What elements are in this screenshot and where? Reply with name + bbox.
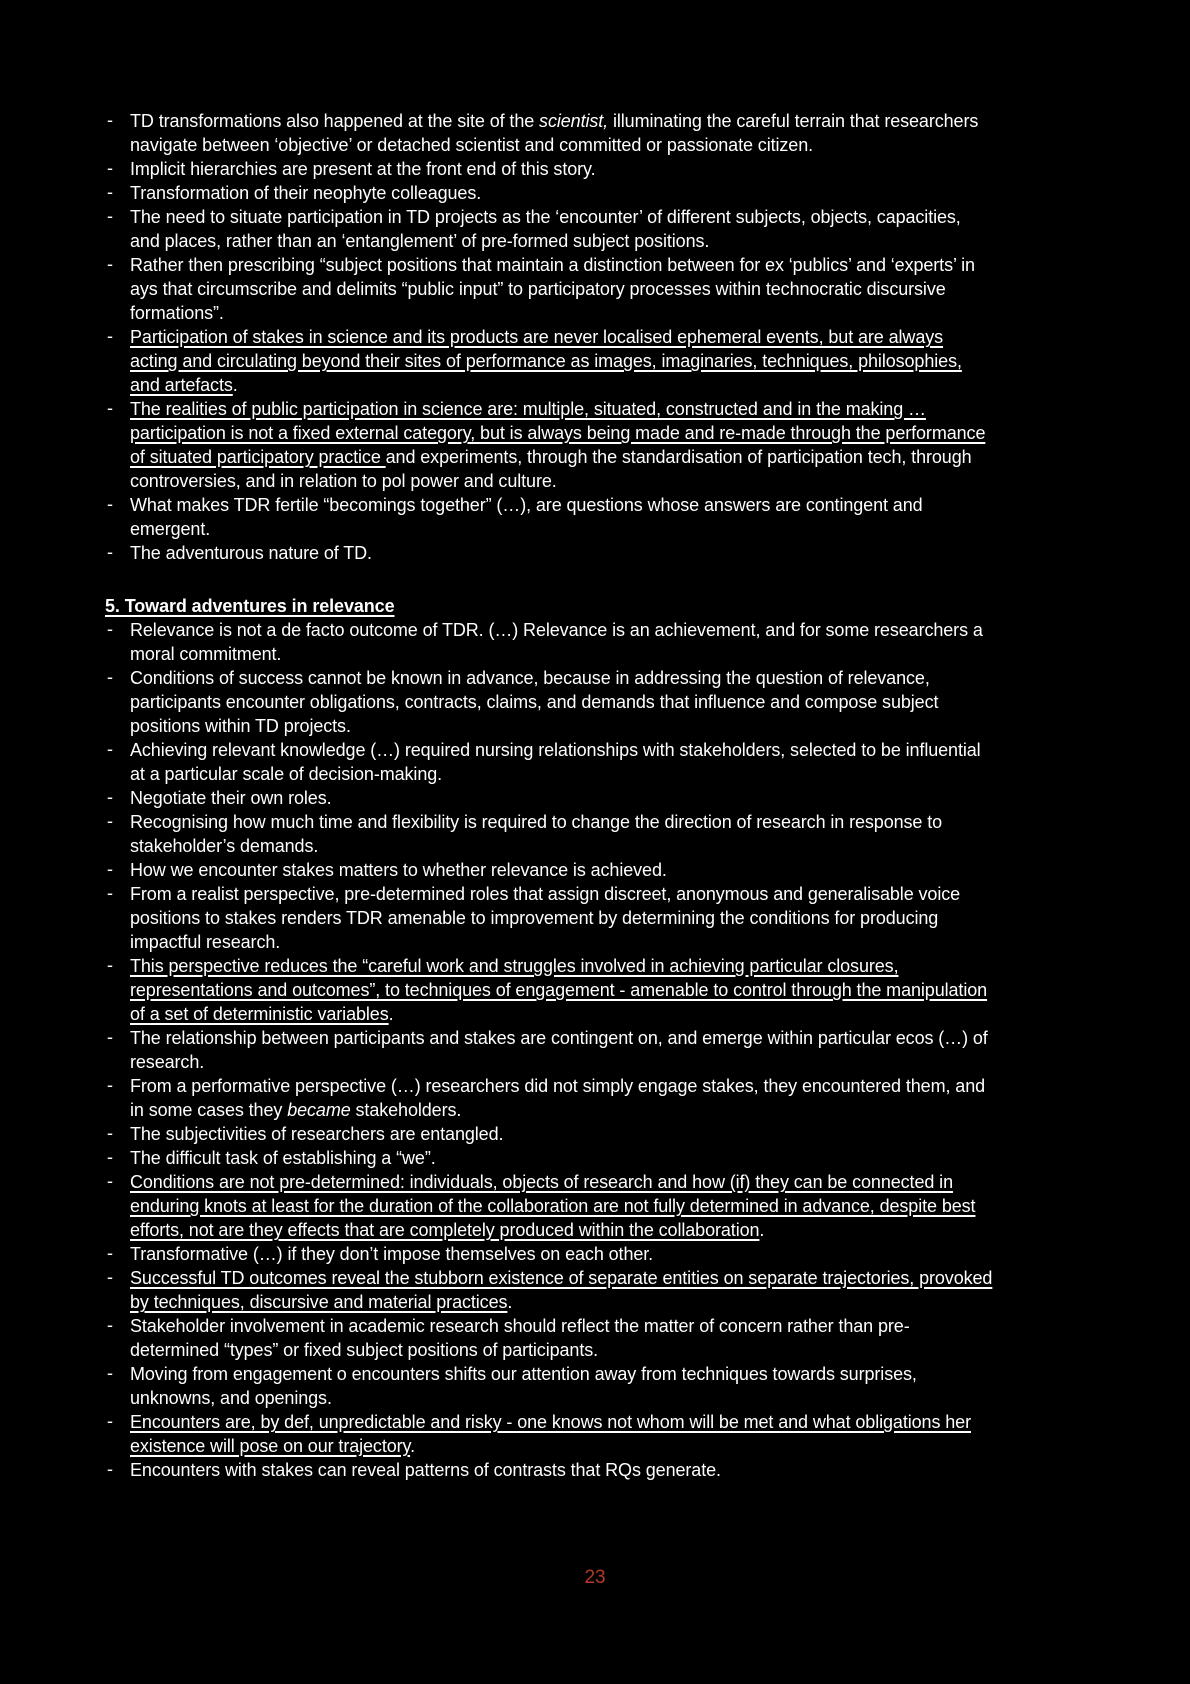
bullet-item xyxy=(105,109,993,157)
bullet-item xyxy=(105,541,993,565)
bullet-dash-icon: - xyxy=(107,182,113,202)
bullet-list-relevance xyxy=(105,618,993,1482)
section-heading: 5. Toward adventures in relevance xyxy=(105,596,395,616)
bullet-text-segment: Participation of stakes in science and its products are never localised ephemeral events, but are always acting and circulating beyond their sites of performance as images, imaginaries, techniques, philosophies, and artefacts xyxy=(130,327,962,395)
note-content xyxy=(105,109,993,1482)
bullet-text-segment: Encounters with stakes can reveal patterns of contrasts that RQs generate. xyxy=(130,1460,721,1480)
bullet-dash-icon: - xyxy=(107,1123,113,1143)
bullet-text-segment: Implicit hierarchies are present at the front end of this story. xyxy=(130,159,596,179)
bullet-item xyxy=(105,325,993,397)
bullet-text-segment: The difficult task of establishing a “we”. xyxy=(130,1148,436,1168)
bullet-dash-icon: - xyxy=(107,1363,113,1383)
bullet-text-segment: The adventurous nature of TD. xyxy=(130,543,372,563)
bullet-item xyxy=(105,882,993,954)
bullet-item xyxy=(105,810,993,858)
bullet-text-segment: What makes TDR fertile “becomings together” (…), are questions whose answers are contingent and emergent. xyxy=(130,495,923,539)
bullet-dash-icon: - xyxy=(107,1411,113,1431)
bullet-text-segment: Achieving relevant knowledge (…) required nursing relationships with stakeholders, selected to be influential at a particular scale of decision-making. xyxy=(130,740,981,784)
bullet-dash-icon: - xyxy=(107,667,113,687)
bullet-dash-icon: - xyxy=(107,859,113,879)
bullet-item xyxy=(105,738,993,786)
bullet-text-segment: Successful TD outcomes reveal the stubborn existence of separate entities on separate trajectories, provoked by techniques, discursive and material practices xyxy=(130,1268,993,1312)
page-number: 23 xyxy=(584,1567,606,1588)
bullet-text-segment: Moving from engagement o encounters shifts our attention away from techniques towards surprises, unknowns, and openings. xyxy=(130,1364,917,1408)
bullet-text-segment: Negotiate their own roles. xyxy=(130,788,332,808)
bullet-dash-icon: - xyxy=(107,1075,113,1095)
bullet-item xyxy=(105,1314,993,1362)
bullet-item xyxy=(105,397,993,493)
bullet-dash-icon: - xyxy=(107,1315,113,1335)
bullet-dash-icon: - xyxy=(107,1267,113,1287)
bullet-item xyxy=(105,1170,993,1242)
bullet-text-segment: The realities of public participation in science are: multiple, situated, constructed and in the making … participation is not a fixed external category, but is always being made and re-made through the performance of situated participatory practice xyxy=(130,399,986,467)
bullet-text-segment: The relationship between participants and stakes are contingent on, and emerge within particular ecos (…) of research. xyxy=(130,1028,988,1072)
bullet-item xyxy=(105,1026,993,1074)
bullet-item xyxy=(105,1074,993,1122)
bullet-dash-icon: - xyxy=(107,110,113,130)
bullet-text-segment: . xyxy=(759,1220,765,1240)
bullet-text-segment: . xyxy=(388,1004,394,1024)
bullet-item xyxy=(105,1362,993,1410)
bullet-text-segment: Encounters are, by def, unpredictable and risky - one knows not whom will be met and what obligations her existence will pose on our trajectory xyxy=(130,1412,971,1456)
bullet-item xyxy=(105,157,993,181)
bullet-text-segment: stakeholders. xyxy=(350,1100,462,1120)
bullet-item xyxy=(105,666,993,738)
bullet-dash-icon: - xyxy=(107,1243,113,1263)
bullet-dash-icon: - xyxy=(107,1027,113,1047)
bullet-item xyxy=(105,618,993,666)
bullet-text-segment: Relevance is not a de facto outcome of TDR. (…) Relevance is an achievement, and for some researchers a moral commitment. xyxy=(130,620,983,664)
bullet-text-segment: Stakeholder involvement in academic research should reflect the matter of concern rather than pre-determined “types” or fixed subject positions of participants. xyxy=(130,1316,910,1360)
bullet-text-segment: . xyxy=(232,375,238,395)
bullet-text-segment: Transformation of their neophyte colleagues. xyxy=(130,183,482,203)
bullet-dash-icon: - xyxy=(107,326,113,346)
bullet-text-segment: TD transformations also happened at the site of the xyxy=(130,111,540,131)
bullet-text-segment: scientist, xyxy=(539,111,609,131)
bullet-item xyxy=(105,1146,993,1170)
bullet-item xyxy=(105,786,993,810)
bullet-dash-icon: - xyxy=(107,158,113,178)
bullet-dash-icon: - xyxy=(107,787,113,807)
bullet-text-segment: The need to situate participation in TD projects as the ‘encounter’ of different subjects, objects, capacities, and places, rather than an ‘entanglement’ of pre-formed subject positions. xyxy=(130,207,961,251)
bullet-dash-icon: - xyxy=(107,494,113,514)
bullet-item xyxy=(105,1122,993,1146)
bullet-item xyxy=(105,954,993,1026)
bullet-text-segment: illuminating the careful terrain that researchers navigate between ‘objective’ or detached scientist and committed or passionate citizen. xyxy=(130,111,979,155)
bullet-list-top xyxy=(105,109,993,565)
bullet-text-segment: From a performative perspective (…) researchers did not simply engage stakes, they encountered them, and in some cases they xyxy=(130,1076,986,1120)
bullet-text-segment: This perspective reduces the “careful work and struggles involved in achieving particular closures, representations and outcomes”, to techniques of engagement - amenable to control through the manipulation of a set of deterministic variables xyxy=(130,956,988,1024)
bullet-item xyxy=(105,205,993,253)
bullet-dash-icon: - xyxy=(107,739,113,759)
bullet-item xyxy=(105,493,993,541)
bullet-item xyxy=(105,1410,993,1458)
bullet-dash-icon: - xyxy=(107,206,113,226)
bullet-dash-icon: - xyxy=(107,811,113,831)
bullet-dash-icon: - xyxy=(107,1171,113,1191)
bullet-dash-icon: - xyxy=(107,883,113,903)
bullet-dash-icon: - xyxy=(107,254,113,274)
bullet-dash-icon: - xyxy=(107,619,113,639)
bullet-text-segment: and experiments, through the standardisation of participation tech, through controversies, and in relation to pol power and culture. xyxy=(130,447,972,491)
bullet-dash-icon: - xyxy=(107,398,113,418)
bullet-text-segment: Conditions are not pre-determined: individuals, objects of research and how (if) they can be connected in enduring knots at least for the duration of the collaboration are not fully determined in advance, despite best efforts, not are they effects that are completely produced within the collaboration xyxy=(130,1172,976,1240)
bullet-item xyxy=(105,1266,993,1314)
bullet-text-segment: Recognising how much time and flexibility is required to change the direction of research in response to stakeholder’s demands. xyxy=(130,812,943,856)
bullet-dash-icon: - xyxy=(107,542,113,562)
bullet-text-segment: Conditions of success cannot be known in advance, because in addressing the question of relevance, participants encounter obligations, contracts, claims, and demands that influence and compose subject positions within TD projects. xyxy=(130,668,939,736)
bullet-dash-icon: - xyxy=(107,1459,113,1479)
bullet-text-segment: . xyxy=(507,1292,513,1312)
bullet-text-segment: From a realist perspective, pre-determined roles that assign discreet, anonymous and generalisable voice positions to stakes renders TDR amenable to improvement by determining the conditions for producing impactful research. xyxy=(130,884,961,952)
bullet-text-segment: Rather then prescribing “subject positions that maintain a distinction between for ex ‘publics’ and ‘experts’ in ays that circumscribe and delimits “public input” to participatory processes within technocratic discursive formations”. xyxy=(130,255,975,323)
bullet-dash-icon: - xyxy=(107,955,113,975)
bullet-text-segment: How we encounter stakes matters to whether relevance is achieved. xyxy=(130,860,667,880)
bullet-dash-icon: - xyxy=(107,1147,113,1167)
bullet-item xyxy=(105,181,993,205)
bullet-item xyxy=(105,253,993,325)
bullet-item xyxy=(105,1242,993,1266)
bullet-text-segment: . xyxy=(410,1436,416,1456)
bullet-text-segment: The subjectivities of researchers are entangled. xyxy=(130,1124,504,1144)
bullet-text-segment: became xyxy=(287,1100,351,1120)
bullet-item xyxy=(105,1458,993,1482)
bullet-item xyxy=(105,858,993,882)
bullet-text-segment: Transformative (…) if they don’t impose themselves on each other. xyxy=(130,1244,654,1264)
